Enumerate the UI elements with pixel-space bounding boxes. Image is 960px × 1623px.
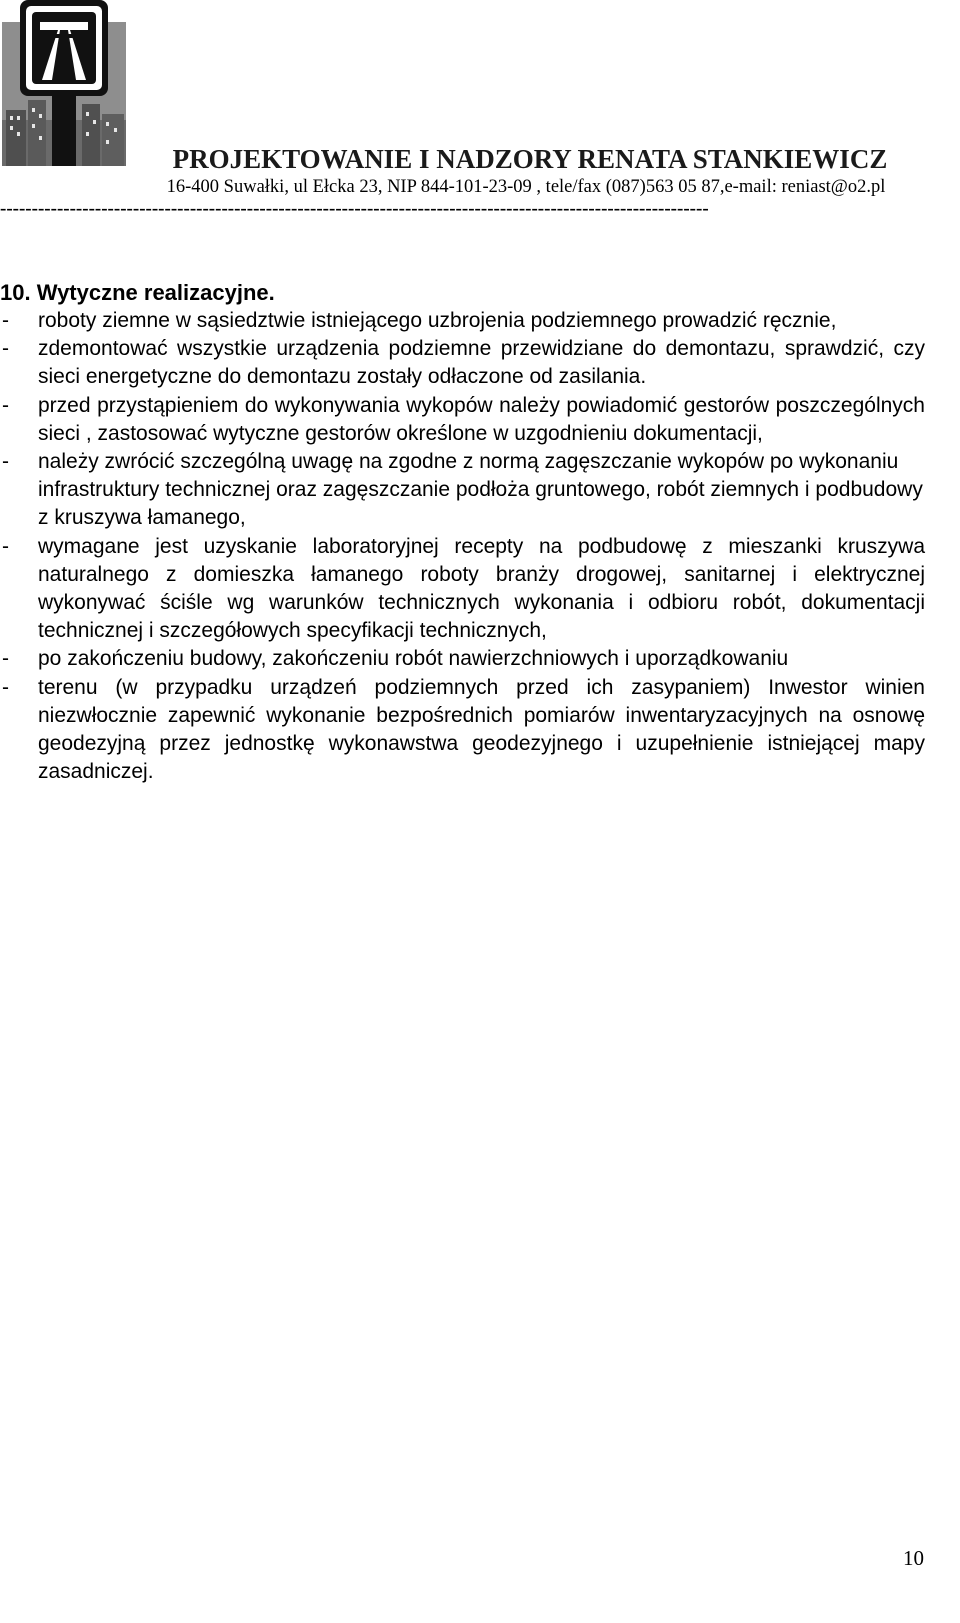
list-bullet: -: [2, 337, 9, 361]
motorway-sign-icon: [2, 0, 126, 166]
list-item: [0, 335, 925, 391]
list-item: [0, 392, 925, 448]
list-bullet: -: [2, 450, 9, 474]
header-divider: ----------------------------------------------------------------------------------------------------------------: [0, 198, 709, 219]
list-bullet: -: [2, 647, 9, 671]
list-item: [0, 448, 925, 533]
list-item: [0, 674, 925, 787]
company-logo: [2, 0, 126, 166]
list-bullet: -: [2, 534, 9, 558]
guidelines-list: [0, 307, 925, 786]
list-bullet: -: [2, 675, 9, 699]
company-address: 16-400 Suwałki, ul Ełcka 23, NIP 844-101-23-09 , tele/fax (087)563 05 87,e-mail: reniast@o2.pl: [166, 177, 886, 197]
page-number: 10: [903, 1546, 924, 1570]
list-item-text: należy zwrócić szczególną uwagę na zgodne z normą zagęszczanie wykopów po wykonaniu infrastruktury technicznej oraz zagęszczanie podłoża gruntowego, robót ziemnych i podbudowy z kruszywa łamanego,: [38, 450, 923, 530]
list-item-text: terenu (w przypadku urządzeń podziemnych przed ich zasypaniem) Inwestor winien niezwłocznie zapewnić wykonanie bezpośrednich pomiarów inwentaryzacyjnych na osnowę geodezyjną przez jednostkę wykonawstwa geodezyjnego i uzupełnienie istniejącej mapy zasadniczej.: [38, 675, 925, 784]
list-bullet: -: [2, 309, 9, 332]
list-item: [0, 533, 925, 646]
list-item-text: roboty ziemne w sąsiedztwie istniejącego uzbrojenia podziemnego prowadzić ręcznie,: [38, 309, 837, 332]
list-item-text: przed przystąpieniem do wykonywania wykopów należy powiadomić gestorów poszczególnych sieci , zastosować wytyczne gestorów określone w uzgodnieniu dokumentacji,: [38, 393, 925, 445]
list-item-text: po zakończeniu budowy, zakończeniu robót nawierzchniowych i uporządkowaniu: [38, 647, 789, 671]
list-item: [0, 307, 925, 335]
list-item-text: wymagane jest uzyskanie laboratoryjnej recepty na podbudowę z mieszanki kruszywa naturalnego z domieszka łamanego roboty branży drogowej, sanitarnej i elektrycznej wykonywać ściśle wg warunków technicznych wykonania i odbioru robót, dokumentacji technicznej i szczegółowych specyfikacji technicznych,: [38, 534, 925, 643]
list-bullet: -: [2, 393, 9, 417]
section-title: 10. Wytyczne realizacyjne.: [0, 280, 275, 305]
list-item: [0, 645, 925, 673]
company-name: PROJEKTOWANIE I NADZORY RENATA STANKIEWICZ: [172, 144, 888, 174]
list-item-text: zdemontować wszystkie urządzenia podziemne przewidziane do demontazu, sprawdzić, czy sieci energetyczne do demontazu zostały odłaczone od zasilania.: [38, 337, 925, 389]
